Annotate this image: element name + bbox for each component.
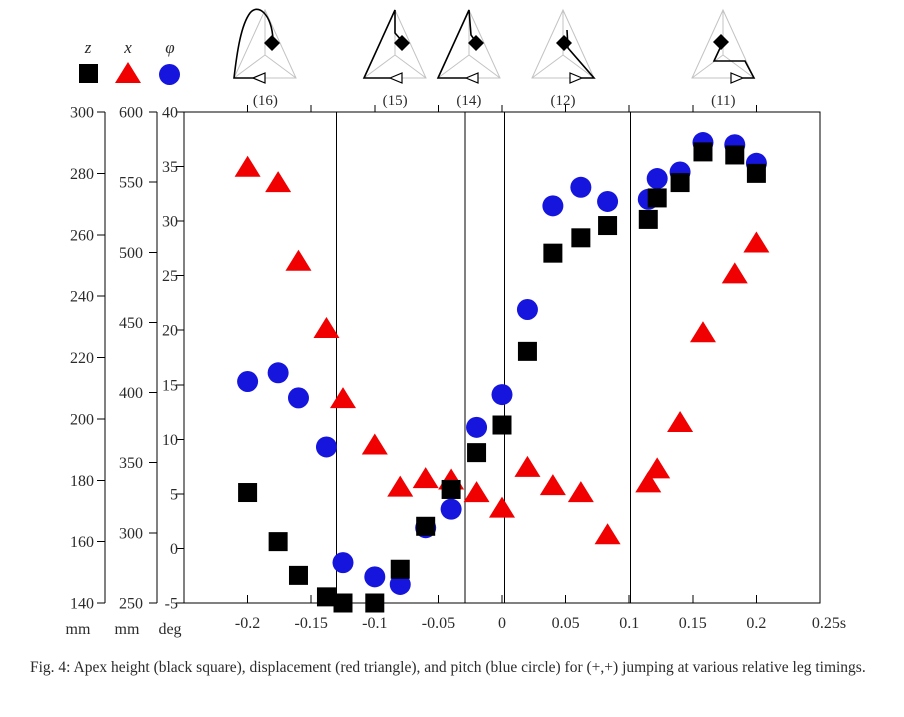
data-point-x: [568, 481, 594, 502]
tick-label-z: 180: [70, 472, 94, 490]
tick-label-phi: 5: [170, 486, 178, 504]
data-point-x: [743, 231, 769, 252]
data-point-z: [671, 173, 690, 192]
tick-label-phi: 10: [162, 431, 178, 449]
data-point-z: [467, 443, 486, 462]
tick-label-z: 220: [70, 350, 94, 367]
axis-unit-x: mm: [114, 621, 140, 638]
data-point-phi: [288, 387, 309, 408]
tick-label-phi: 0: [170, 540, 178, 558]
data-point-phi: [517, 299, 538, 320]
tick-label-z: 280: [70, 165, 94, 183]
data-point-phi: [570, 177, 591, 198]
data-point-z: [639, 210, 658, 229]
time-tick-label: -0.2: [234, 615, 261, 632]
data-point-x: [690, 321, 716, 342]
figure-caption: Fig. 4: Apex height (black square), displacement (red triangle), and pitch (blue circle) for (+,+) jumping at various relative leg timings.: [30, 659, 866, 676]
data-point-x: [514, 456, 540, 477]
data-point-phi: [647, 168, 668, 189]
data-point-z: [334, 594, 353, 613]
data-point-phi: [316, 436, 337, 457]
time-tick-label: 0.2: [746, 615, 767, 632]
legend-label-phi: φ: [165, 38, 175, 57]
region-label: (12): [550, 93, 576, 109]
tick-label-x: 500: [119, 244, 143, 262]
region-label: (15): [382, 93, 408, 109]
time-tick-label: 0.25s: [811, 615, 847, 632]
data-point-x: [464, 481, 490, 502]
tick-label-z: 140: [70, 595, 94, 613]
tick-label-z: 260: [70, 227, 94, 245]
data-point-z: [571, 228, 590, 247]
region-label: (14): [456, 93, 482, 109]
tick-label-phi: -5: [164, 595, 178, 613]
axis-unit-phi: deg: [158, 621, 182, 638]
data-point-x: [722, 262, 748, 283]
data-point-z: [442, 480, 461, 499]
tick-label-x: 600: [119, 104, 143, 122]
data-point-x: [362, 433, 388, 454]
data-point-x: [667, 411, 693, 432]
tick-label-x: 450: [119, 314, 143, 332]
tick-label-phi: 35: [162, 159, 178, 177]
data-point-phi: [466, 417, 487, 438]
data-point-z: [725, 145, 744, 164]
data-point-x: [387, 476, 413, 497]
data-point-z: [391, 560, 410, 579]
data-point-x: [644, 457, 670, 478]
time-tick-label: -0.05: [421, 615, 456, 632]
time-tick-label: 0.15: [678, 615, 707, 632]
data-point-phi: [237, 371, 258, 392]
tick-label-phi: 40: [162, 104, 178, 122]
data-point-x: [330, 387, 356, 408]
time-tick-label: 0.1: [619, 615, 640, 632]
data-point-z: [648, 188, 667, 207]
data-point-phi: [268, 362, 289, 383]
data-point-z: [365, 594, 384, 613]
data-point-z: [238, 483, 257, 502]
tick-label-phi: 15: [162, 377, 178, 395]
data-point-phi: [441, 499, 462, 520]
tick-label-phi: 30: [162, 213, 178, 231]
region-label: (16): [252, 93, 278, 109]
data-point-z: [289, 566, 308, 585]
data-point-z: [747, 164, 766, 183]
data-point-z: [598, 216, 617, 235]
axis-unit-z: mm: [65, 621, 91, 638]
tick-label-z: 160: [70, 534, 94, 552]
data-point-phi: [364, 566, 385, 587]
data-point-z: [317, 587, 336, 606]
data-point-x: [489, 497, 515, 518]
data-point-phi: [542, 195, 563, 216]
data-point-phi: [492, 384, 513, 405]
tick-label-phi: 20: [162, 322, 178, 340]
data-point-x: [595, 523, 621, 544]
legend-label-z: z: [84, 38, 92, 57]
tick-label-x: 350: [119, 455, 143, 473]
data-point-z: [493, 416, 512, 435]
data-point-x: [265, 171, 291, 192]
data-point-z: [518, 342, 537, 361]
tick-label-z: 240: [70, 288, 94, 306]
tick-label-z: 300: [70, 104, 94, 122]
data-point-phi: [333, 552, 354, 573]
data-point-z: [693, 142, 712, 161]
data-point-x: [540, 474, 566, 495]
data-point-x: [313, 317, 339, 338]
data-point-x: [235, 156, 261, 177]
tick-label-x: 550: [119, 174, 143, 192]
data-point-z: [543, 244, 562, 263]
legend-label-x: x: [124, 38, 132, 57]
tick-label-x: 250: [119, 595, 143, 613]
tick-label-z: 200: [70, 411, 94, 429]
time-tick-label: -0.15: [294, 615, 328, 632]
data-point-z: [269, 532, 288, 551]
data-point-z: [416, 517, 435, 536]
tick-label-phi: 25: [162, 268, 178, 286]
data-point-phi: [597, 191, 618, 212]
tick-label-x: 400: [119, 385, 143, 403]
data-point-x: [285, 250, 311, 271]
time-tick-label: -0.1: [362, 615, 388, 632]
region-label: (11): [711, 93, 736, 109]
tick-label-x: 300: [119, 525, 143, 543]
time-tick-label: 0: [498, 615, 506, 632]
time-tick-label: 0.05: [551, 615, 580, 632]
data-point-x: [413, 467, 439, 488]
